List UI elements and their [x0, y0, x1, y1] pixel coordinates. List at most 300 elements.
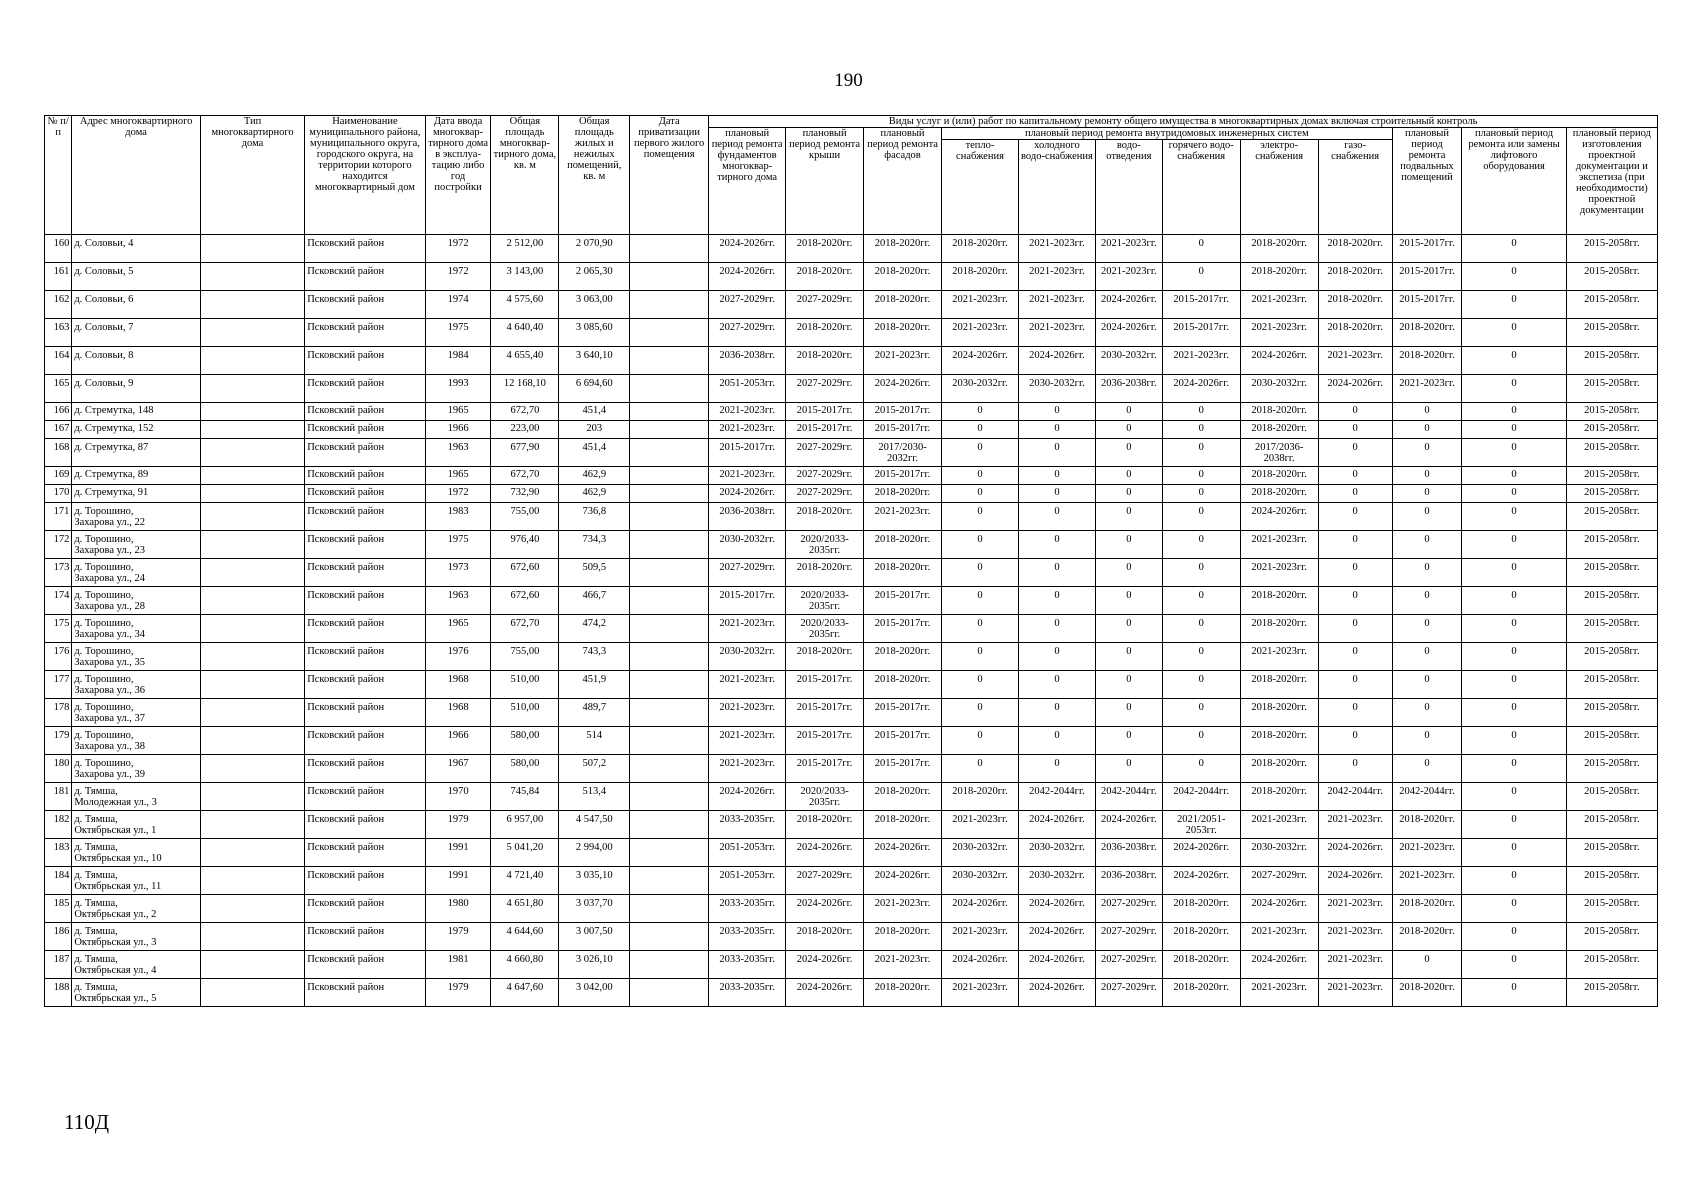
cell-heat: 0 [942, 485, 1019, 503]
cell-drainage: 2027-2029гг. [1095, 923, 1162, 951]
address-line-1: д. Соловьи, 7 [74, 322, 134, 333]
cell-facade: 2018-2020гг. [864, 671, 942, 699]
cell-elevator: 0 [1462, 979, 1566, 1007]
cell-address [72, 347, 201, 375]
cell-facade: 2021-2023гг. [864, 347, 942, 375]
cell-gas: 2021-2023гг. [1318, 347, 1392, 375]
cell-gas: 0 [1318, 559, 1392, 587]
cell-cold-water: 0 [1018, 485, 1095, 503]
cell-electric: 2021-2023гг. [1240, 979, 1318, 1007]
cell-gas: 2021-2023гг. [1318, 979, 1392, 1007]
cell-roof: 2018-2020гг. [786, 347, 864, 375]
table-row [45, 467, 1658, 485]
cell-hot-water: 2021/2051-2053гг. [1162, 811, 1240, 839]
table-row [45, 291, 1658, 319]
cell-year: 1972 [425, 485, 491, 503]
cell-year: 1979 [425, 979, 491, 1007]
cell-electric: 2018-2020гг. [1240, 235, 1318, 263]
cell-drainage: 2021-2023гг. [1095, 263, 1162, 291]
cell-drainage: 2027-2029гг. [1095, 979, 1162, 1007]
cell-basement: 2021-2023гг. [1392, 867, 1462, 895]
cell-basement: 2018-2020гг. [1392, 811, 1462, 839]
cell-living-area: 3 035,10 [559, 867, 630, 895]
cell-hot-water: 0 [1162, 439, 1240, 467]
cell-heat: 0 [942, 587, 1019, 615]
cell-roof: 2018-2020гг. [786, 643, 864, 671]
cell-roof: 2018-2020гг. [786, 559, 864, 587]
cell-electric: 2021-2023гг. [1240, 319, 1318, 347]
table-row [45, 375, 1658, 403]
cell-total-area: 580,00 [491, 727, 559, 755]
cell-elevator: 0 [1462, 375, 1566, 403]
cell-foundation: 2024-2026гг. [709, 783, 786, 811]
cell-facade: 2021-2023гг. [864, 503, 942, 531]
cell-type [200, 559, 304, 587]
cell-cold-water: 2021-2023гг. [1018, 235, 1095, 263]
cell-year: 1975 [425, 319, 491, 347]
cell-cold-water: 2024-2026гг. [1018, 923, 1095, 951]
address-line-1: д. Торошино, [74, 702, 134, 713]
cell-living-area: 489,7 [559, 699, 630, 727]
cell-basement: 0 [1392, 503, 1462, 531]
table-row [45, 727, 1658, 755]
cell-elevator: 0 [1462, 895, 1566, 923]
cell-total-area: 976,40 [491, 531, 559, 559]
cell-year: 1966 [425, 421, 491, 439]
cell-privatization [630, 671, 709, 699]
cell-heat: 2021-2023гг. [942, 811, 1019, 839]
cell-privatization [630, 839, 709, 867]
address-line-2: Октябрьская ул., 11 [74, 881, 162, 892]
table-row [45, 559, 1658, 587]
cell-type [200, 951, 304, 979]
address-line-1: д. Торошино, [74, 618, 134, 629]
cell-electric: 2018-2020гг. [1240, 615, 1318, 643]
cell-no: 173 [45, 559, 72, 587]
table-row [45, 643, 1658, 671]
cell-foundation: 2033-2035гг. [709, 951, 786, 979]
cell-foundation: 2030-2032гг. [709, 531, 786, 559]
table-row [45, 615, 1658, 643]
cell-heat: 2018-2020гг. [942, 235, 1019, 263]
cell-hot-water: 0 [1162, 235, 1240, 263]
cell-heat: 0 [942, 467, 1019, 485]
cell-hot-water: 0 [1162, 615, 1240, 643]
cell-address [72, 699, 201, 727]
cell-roof: 2018-2020гг. [786, 263, 864, 291]
cell-total-area: 4 644,60 [491, 923, 559, 951]
cell-elevator: 0 [1462, 671, 1566, 699]
cell-living-area: 451,4 [559, 403, 630, 421]
cell-no: 183 [45, 839, 72, 867]
cell-hot-water: 2024-2026гг. [1162, 375, 1240, 403]
cell-gas: 0 [1318, 485, 1392, 503]
cell-foundation: 2021-2023гг. [709, 699, 786, 727]
address-line-2: Октябрьская ул., 10 [74, 853, 162, 864]
cell-foundation: 2024-2026гг. [709, 263, 786, 291]
table-row [45, 755, 1658, 783]
cell-basement: 2018-2020гг. [1392, 347, 1462, 375]
cell-no: 175 [45, 615, 72, 643]
cell-living-area: 736,8 [559, 503, 630, 531]
cell-gas: 0 [1318, 403, 1392, 421]
cell-total-area: 755,00 [491, 503, 559, 531]
address-line-1: д. Стремутка, 91 [74, 487, 149, 498]
col-gas-header: газо-снабжения [1318, 140, 1392, 235]
cell-facade: 2018-2020гг. [864, 319, 942, 347]
address-line-1: д. Соловьи, 5 [74, 266, 134, 277]
cell-hot-water: 2018-2020гг. [1162, 895, 1240, 923]
cell-total-area: 5 041,20 [491, 839, 559, 867]
cell-facade: 2018-2020гг. [864, 291, 942, 319]
cell-cold-water: 0 [1018, 531, 1095, 559]
cell-hot-water: 0 [1162, 559, 1240, 587]
cell-design-docs: 2015-2058гг. [1566, 485, 1657, 503]
cell-year: 1963 [425, 587, 491, 615]
cell-basement: 0 [1392, 531, 1462, 559]
address-line-1: д. Стремутка, 148 [74, 405, 154, 416]
cell-design-docs: 2015-2058гг. [1566, 559, 1657, 587]
cell-living-area: 507,2 [559, 755, 630, 783]
cell-elevator: 0 [1462, 699, 1566, 727]
cell-district: Псковский район [305, 485, 425, 503]
cell-facade: 2015-2017гг. [864, 467, 942, 485]
cell-year: 1968 [425, 671, 491, 699]
cell-no: 187 [45, 951, 72, 979]
cell-privatization [630, 643, 709, 671]
cell-elevator: 0 [1462, 347, 1566, 375]
cell-cold-water: 0 [1018, 503, 1095, 531]
cell-roof: 2027-2029гг. [786, 867, 864, 895]
cell-no: 176 [45, 643, 72, 671]
cell-drainage: 2036-2038гг. [1095, 839, 1162, 867]
col-privatization-header: Дата приватизации первого жилого помещения [630, 116, 709, 235]
cell-gas: 2021-2023гг. [1318, 951, 1392, 979]
address-line-2: Захарова ул., 38 [74, 741, 146, 752]
cell-total-area: 672,60 [491, 587, 559, 615]
cell-drainage: 0 [1095, 403, 1162, 421]
cell-total-area: 510,00 [491, 671, 559, 699]
cell-no: 188 [45, 979, 72, 1007]
col-design-docs-header: плановый период изготовления проектной документации и экспетиза (при необходимости) проектной документации [1566, 128, 1657, 235]
cell-gas: 2024-2026гг. [1318, 839, 1392, 867]
cell-privatization [630, 375, 709, 403]
cell-foundation: 2030-2032гг. [709, 643, 786, 671]
cell-design-docs: 2015-2058гг. [1566, 643, 1657, 671]
cell-design-docs: 2015-2058гг. [1566, 839, 1657, 867]
table-row [45, 839, 1658, 867]
cell-total-area: 12 168,10 [491, 375, 559, 403]
cell-hot-water: 0 [1162, 727, 1240, 755]
cell-living-area: 3 042,00 [559, 979, 630, 1007]
col-commission-header: Дата ввода многоквар-тирного дома в эксплуа-тацию либо год постройки [425, 116, 491, 235]
cell-drainage: 0 [1095, 727, 1162, 755]
cell-year: 1980 [425, 895, 491, 923]
address-line-1: д. Торошино, [74, 562, 134, 573]
cell-heat: 0 [942, 503, 1019, 531]
cell-foundation: 2051-2053гг. [709, 375, 786, 403]
address-line-1: д. Тямша, [74, 786, 118, 797]
cell-heat: 0 [942, 403, 1019, 421]
cell-no: 165 [45, 375, 72, 403]
cell-drainage: 2024-2026гг. [1095, 291, 1162, 319]
cell-privatization [630, 421, 709, 439]
cell-drainage: 0 [1095, 755, 1162, 783]
address-line-2: Захарова ул., 23 [74, 545, 146, 556]
cell-address [72, 559, 201, 587]
cell-design-docs: 2015-2058гг. [1566, 319, 1657, 347]
table-row [45, 347, 1658, 375]
cell-hot-water: 0 [1162, 755, 1240, 783]
cell-design-docs: 2015-2058гг. [1566, 503, 1657, 531]
cell-type [200, 235, 304, 263]
cell-facade: 2017/2030-2032гг. [864, 439, 942, 467]
cell-foundation: 2021-2023гг. [709, 755, 786, 783]
cell-type [200, 839, 304, 867]
address-line-2: Молодежная ул., 3 [74, 797, 157, 808]
cell-district: Псковский район [305, 587, 425, 615]
cell-living-area: 474,2 [559, 615, 630, 643]
cell-total-area: 4 660,80 [491, 951, 559, 979]
cell-elevator: 0 [1462, 783, 1566, 811]
cell-facade: 2021-2023гг. [864, 951, 942, 979]
cell-elevator: 0 [1462, 587, 1566, 615]
cell-type [200, 895, 304, 923]
cell-roof: 2027-2029гг. [786, 291, 864, 319]
cell-electric: 2024-2026гг. [1240, 895, 1318, 923]
cell-no: 172 [45, 531, 72, 559]
cell-electric: 2021-2023гг. [1240, 643, 1318, 671]
cell-heat: 2021-2023гг. [942, 923, 1019, 951]
cell-address [72, 951, 201, 979]
cell-living-area: 451,4 [559, 439, 630, 467]
cell-district: Псковский район [305, 867, 425, 895]
capital-repair-table [44, 115, 1658, 1007]
table-row [45, 895, 1658, 923]
cell-address [72, 811, 201, 839]
cell-facade: 2015-2017гг. [864, 421, 942, 439]
cell-roof: 2018-2020гг. [786, 235, 864, 263]
cell-no: 174 [45, 587, 72, 615]
cell-basement: 0 [1392, 755, 1462, 783]
cell-design-docs: 2015-2058гг. [1566, 783, 1657, 811]
cell-hot-water: 0 [1162, 467, 1240, 485]
cell-drainage: 2027-2029гг. [1095, 895, 1162, 923]
cell-facade: 2018-2020гг. [864, 263, 942, 291]
cell-no: 184 [45, 867, 72, 895]
col-type-header: Тип многоквартирного дома [200, 116, 304, 235]
cell-heat: 2024-2026гг. [942, 347, 1019, 375]
cell-total-area: 4 640,40 [491, 319, 559, 347]
cell-gas: 0 [1318, 531, 1392, 559]
cell-address [72, 375, 201, 403]
works-group-header: Виды услуг и (или) работ по капитальному ремонту общего имущества в многоквартирных домах включая строительный контроль [709, 116, 1658, 128]
cell-elevator: 0 [1462, 421, 1566, 439]
cell-drainage: 0 [1095, 485, 1162, 503]
cell-total-area: 580,00 [491, 755, 559, 783]
cell-no: 179 [45, 727, 72, 755]
cell-design-docs: 2015-2058гг. [1566, 755, 1657, 783]
table-row [45, 671, 1658, 699]
cell-cold-water: 0 [1018, 727, 1095, 755]
cell-year: 1965 [425, 403, 491, 421]
cell-hot-water: 0 [1162, 643, 1240, 671]
table-row [45, 923, 1658, 951]
cell-design-docs: 2015-2058гг. [1566, 671, 1657, 699]
cell-elevator: 0 [1462, 755, 1566, 783]
cell-cold-water: 2021-2023гг. [1018, 291, 1095, 319]
col-facade-header: плановый период ремонта фасадов [864, 128, 942, 235]
cell-privatization [630, 727, 709, 755]
table-row [45, 319, 1658, 347]
cell-cold-water: 2030-2032гг. [1018, 867, 1095, 895]
cell-foundation: 2051-2053гг. [709, 839, 786, 867]
cell-privatization [630, 347, 709, 375]
cell-district: Псковский район [305, 263, 425, 291]
cell-electric: 2018-2020гг. [1240, 727, 1318, 755]
cell-no: 181 [45, 783, 72, 811]
cell-design-docs: 2015-2058гг. [1566, 375, 1657, 403]
cell-district: Псковский район [305, 559, 425, 587]
cell-total-area: 672,70 [491, 615, 559, 643]
cell-living-area: 734,3 [559, 531, 630, 559]
table-row [45, 503, 1658, 531]
cell-year: 1968 [425, 699, 491, 727]
cell-foundation: 2033-2035гг. [709, 979, 786, 1007]
cell-design-docs: 2015-2058гг. [1566, 895, 1657, 923]
cell-year: 1966 [425, 727, 491, 755]
cell-basement: 0 [1392, 699, 1462, 727]
cell-no: 168 [45, 439, 72, 467]
cell-gas: 0 [1318, 699, 1392, 727]
cell-design-docs: 2015-2058гг. [1566, 531, 1657, 559]
cell-design-docs: 2015-2058гг. [1566, 867, 1657, 895]
cell-no: 177 [45, 671, 72, 699]
cell-cold-water: 0 [1018, 439, 1095, 467]
cell-basement: 2018-2020гг. [1392, 895, 1462, 923]
cell-gas: 2021-2023гг. [1318, 811, 1392, 839]
cell-living-area: 2 065,30 [559, 263, 630, 291]
table-row [45, 485, 1658, 503]
cell-facade: 2015-2017гг. [864, 727, 942, 755]
cell-living-area: 4 547,50 [559, 811, 630, 839]
cell-address [72, 671, 201, 699]
cell-heat: 2021-2023гг. [942, 319, 1019, 347]
cell-electric: 2030-2032гг. [1240, 839, 1318, 867]
cell-hot-water: 2018-2020гг. [1162, 923, 1240, 951]
cell-gas: 2018-2020гг. [1318, 235, 1392, 263]
cell-privatization [630, 235, 709, 263]
cell-electric: 2021-2023гг. [1240, 531, 1318, 559]
cell-hot-water: 0 [1162, 531, 1240, 559]
cell-privatization [630, 439, 709, 467]
cell-cold-water: 0 [1018, 467, 1095, 485]
cell-facade: 2024-2026гг. [864, 867, 942, 895]
cell-living-area: 466,7 [559, 587, 630, 615]
cell-design-docs: 2015-2058гг. [1566, 439, 1657, 467]
cell-heat: 0 [942, 439, 1019, 467]
cell-address [72, 783, 201, 811]
cell-gas: 0 [1318, 615, 1392, 643]
cell-living-area: 203 [559, 421, 630, 439]
cell-gas: 2024-2026гг. [1318, 375, 1392, 403]
cell-total-area: 4 647,60 [491, 979, 559, 1007]
col-basement-header: плановый период ремонта подвальных помещений [1392, 128, 1462, 235]
cell-living-area: 3 085,60 [559, 319, 630, 347]
cell-no: 180 [45, 755, 72, 783]
cell-basement: 0 [1392, 559, 1462, 587]
cell-basement: 2015-2017гг. [1392, 263, 1462, 291]
cell-elevator: 0 [1462, 291, 1566, 319]
cell-electric: 2018-2020гг. [1240, 403, 1318, 421]
cell-district: Псковский район [305, 235, 425, 263]
cell-living-area: 509,5 [559, 559, 630, 587]
cell-no: 167 [45, 421, 72, 439]
cell-address [72, 485, 201, 503]
cell-design-docs: 2015-2058гг. [1566, 923, 1657, 951]
cell-elevator: 0 [1462, 439, 1566, 467]
cell-total-area: 745,84 [491, 783, 559, 811]
cell-design-docs: 2015-2058гг. [1566, 421, 1657, 439]
cell-basement: 0 [1392, 643, 1462, 671]
cell-hot-water: 2042-2044гг. [1162, 783, 1240, 811]
address-line-1: д. Соловьи, 4 [74, 238, 134, 249]
col-hot-water-header: горячего водо-снабжения [1162, 140, 1240, 235]
cell-no: 166 [45, 403, 72, 421]
cell-design-docs: 2015-2058гг. [1566, 263, 1657, 291]
cell-roof: 2024-2026гг. [786, 839, 864, 867]
col-district-header: Наименование муниципального района, муниципального округа, городского округа, на территории которого находится многоквартирный дом [305, 116, 425, 235]
cell-hot-water: 2018-2020гг. [1162, 951, 1240, 979]
cell-cold-water: 0 [1018, 615, 1095, 643]
cell-basement: 0 [1392, 951, 1462, 979]
cell-roof: 2015-2017гг. [786, 755, 864, 783]
cell-district: Псковский район [305, 755, 425, 783]
cell-year: 1993 [425, 375, 491, 403]
cell-type [200, 503, 304, 531]
cell-no: 160 [45, 235, 72, 263]
cell-district: Псковский район [305, 615, 425, 643]
cell-total-area: 4 721,40 [491, 867, 559, 895]
cell-year: 1973 [425, 559, 491, 587]
cell-electric: 2027-2029гг. [1240, 867, 1318, 895]
cell-basement: 0 [1392, 727, 1462, 755]
cell-no: 185 [45, 895, 72, 923]
cell-elevator: 0 [1462, 923, 1566, 951]
cell-electric: 2018-2020гг. [1240, 755, 1318, 783]
cell-facade: 2018-2020гг. [864, 811, 942, 839]
cell-cold-water: 2030-2032гг. [1018, 375, 1095, 403]
cell-foundation: 2021-2023гг. [709, 671, 786, 699]
cell-electric: 2017/2036-2038гг. [1240, 439, 1318, 467]
cell-heat: 0 [942, 615, 1019, 643]
cell-heat: 0 [942, 699, 1019, 727]
cell-gas: 0 [1318, 467, 1392, 485]
cell-district: Псковский район [305, 291, 425, 319]
cell-privatization [630, 263, 709, 291]
cell-facade: 2018-2020гг. [864, 783, 942, 811]
table-row [45, 979, 1658, 1007]
cell-roof: 2027-2029гг. [786, 467, 864, 485]
cell-basement: 0 [1392, 485, 1462, 503]
cell-design-docs: 2015-2058гг. [1566, 587, 1657, 615]
cell-address [72, 291, 201, 319]
cell-address [72, 923, 201, 951]
cell-facade: 2015-2017гг. [864, 755, 942, 783]
cell-elevator: 0 [1462, 839, 1566, 867]
cell-type [200, 587, 304, 615]
col-no-header: № п/п [45, 116, 72, 235]
